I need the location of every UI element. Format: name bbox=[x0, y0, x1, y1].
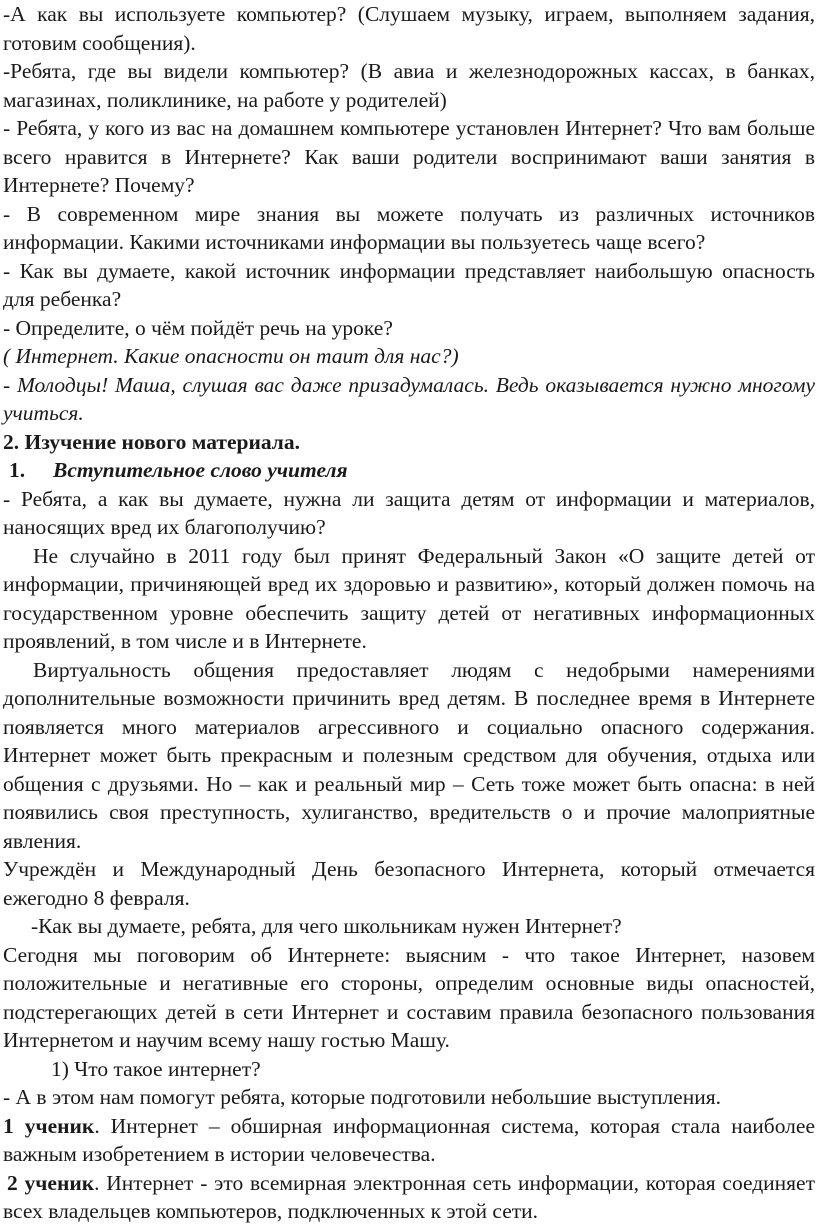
paragraph-where-seen: -Ребята, где вы видели компьютер? (В авиа и железнодорожных кассах, в банках, магазинах, поликлинике, на работе у родителей) bbox=[3, 59, 815, 112]
paragraph-computer-use: -А как вы используете компьютер? (Слушаем музыку, играем, выполняем задания, готовим сообщения). bbox=[3, 2, 815, 55]
paragraph-masha: - Молодцы! Маша, слушая вас даже призадумалась. Ведь оказывается нужно многому учиться. bbox=[3, 372, 815, 425]
paragraph-answer-internet: ( Интернет. Какие опасности он таит для нас?) bbox=[3, 344, 459, 368]
subsection-number: 1. bbox=[9, 458, 26, 482]
paragraph-student-2 bbox=[3, 1169, 815, 1226]
student-1-text: . Интернет – обширная информационная система, которая стала наиболее важным изобретением в истории человечества. bbox=[3, 1113, 815, 1166]
paragraph-virtual-communication: Виртуальность общения предоставляет людям с недобрыми намерениями дополнительные возможности причинить вред детям. В последнее время в Интернете появляется много материалов агрессивного и социально опасного содержания. Интернет может быть прекрасным и полезным средством для обучения, отдыха или общения с друзьями. Но – как и реальный мир – Сеть тоже может быть опасна: в ней появились своя преступность, хулиганство, вредительств о и прочие малоприятные явления. bbox=[3, 657, 815, 853]
paragraph-why-internet: -Как вы думаете, ребята, для чего школьникам нужен Интернет? bbox=[31, 914, 622, 938]
paragraph-home-internet: - Ребята, у кого из вас на домашнем компьютере установлен Интернет? Что вам больше всего нравится в Интернете? Как ваши родители воспринимают ваши занятия в Интернете? Почему? bbox=[3, 116, 815, 197]
section-heading: 2. Изучение нового материала. bbox=[3, 429, 300, 454]
paragraph-today-plan: Сегодня мы поговорим об Интернете: выясним - что такое Интернет, назовем положительные и негативные его стороны, определим основные виды опасностей, подстерегающих детей в сети Интернет и составим правила безопасного пользования Интернетом и научим всему нашу гостью Машу. bbox=[3, 942, 815, 1052]
subsection-heading bbox=[3, 456, 815, 485]
student-2-text: . Интернет - это всемирная электронная сеть информации, которая соединяет всех владельцев компьютеров, подключенных к этой сети. bbox=[3, 1170, 815, 1223]
paragraph-safer-internet-day: Учреждён и Международный День безопасного Интернета, который отмечается ежегодно 8 февраля. bbox=[3, 857, 815, 910]
paragraph-student-1 bbox=[3, 1112, 815, 1169]
paragraph-federal-law: Не случайно в 2011 году был принят Федеральный Закон «О защите детей от информации, причиняющей вред их здоровью и развитию», который должен помочь на государственном уровне обеспечить защиту детей от негативных информационных проявлений, в том числе и в Интернете. bbox=[3, 543, 815, 653]
student-1-label: 1 ученик bbox=[3, 1113, 95, 1138]
paragraph-students-help: - А в этом нам помогут ребята, которые подготовили небольшие выступления. bbox=[3, 1085, 722, 1109]
paragraph-information-sources: - В современном мире знания вы можете получать из различных источников информации. Какими источниками информации вы пользуетесь чаще всего? bbox=[3, 201, 815, 254]
subsection-title: Вступительное слово учителя bbox=[53, 458, 348, 482]
student-2-label: 2 ученик bbox=[7, 1170, 95, 1195]
sub-question-what-is-internet: 1) Что такое интернет? bbox=[51, 1056, 261, 1081]
paragraph-protection-question: - Ребята, а как вы думаете, нужна ли защита детям от информации и материалов, наносящих вред их благополучию? bbox=[3, 486, 815, 539]
paragraph-lesson-topic: - Определите, о чём пойдёт речь на уроке? bbox=[3, 315, 393, 340]
paragraph-danger-source: - Как вы думаете, какой источник информации представляет наибольшую опасность для ребенка? bbox=[3, 258, 815, 311]
